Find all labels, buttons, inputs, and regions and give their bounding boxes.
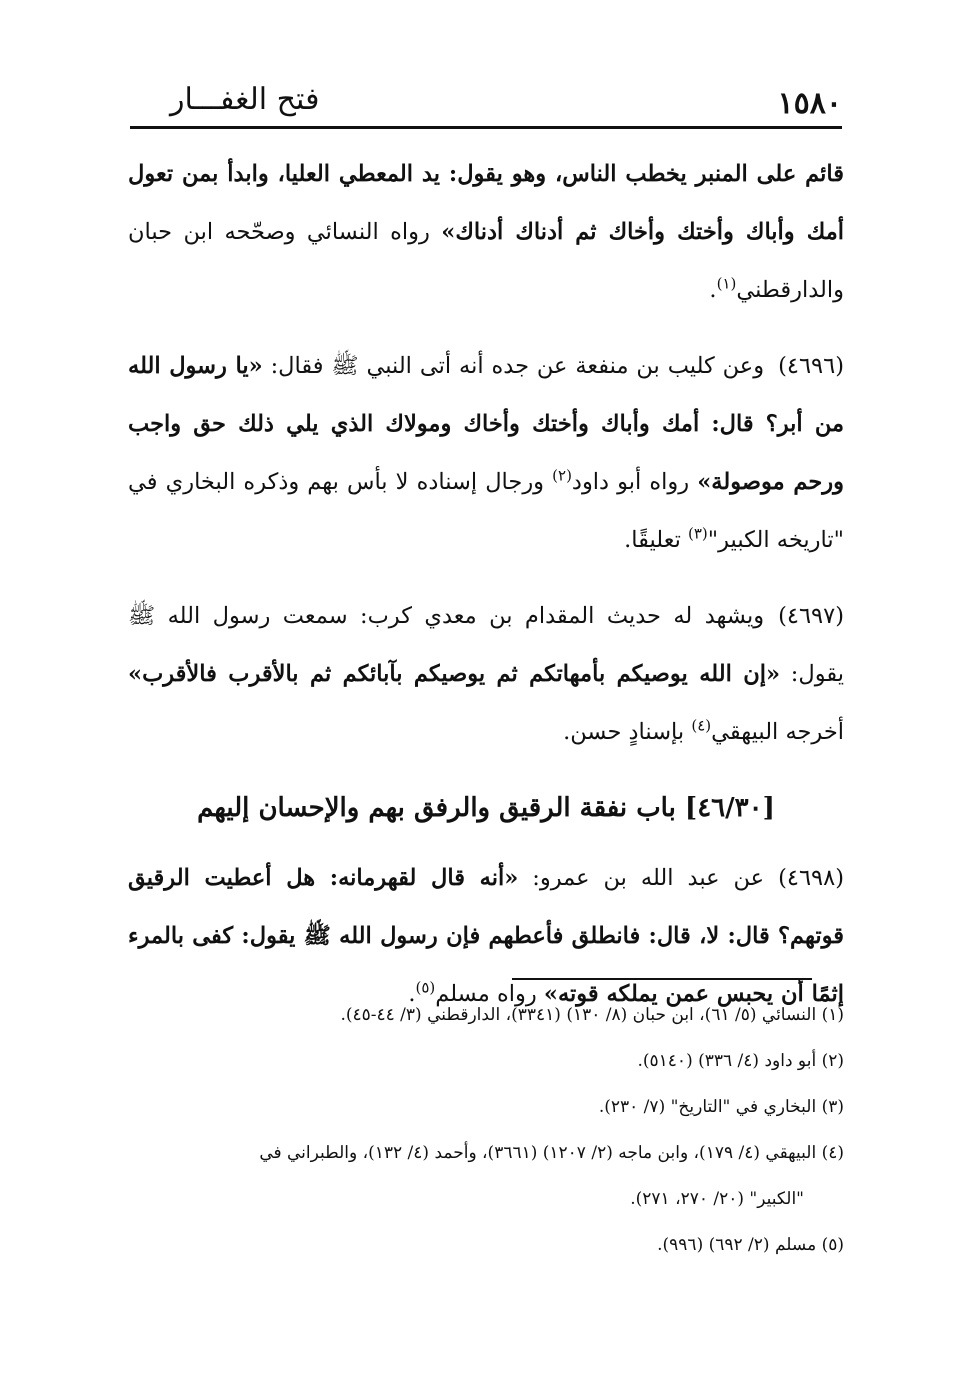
footnote-ref: (٤) [691, 716, 712, 735]
book-title: فتح الغفـــار [170, 82, 320, 117]
footnote-1: (١) النسائي (٥/ ٦١)، ابن حبان (٨/ ١٣٠) (٣٣٤١)، الدارقطني (٣/ ٤٤-٤٥). [340, 1005, 844, 1025]
hadith-text: «أنه قال لقهرمانه: هل أعطيت الرقيق قوتهم؟ قال: لا، قال: فانطلق فأعطهم فإن رسول الله ﷺ يقول: كفى بالمرء إثمًا أن يحبس عمن يملكه قوته» [128, 865, 844, 1007]
footnote-ref: (٣) [688, 524, 708, 543]
paragraph-end: تعليقًا. [624, 527, 688, 553]
footnote-2: (٢) أبو داود (٤/ ٣٣٦) (٥١٤٠). [637, 1051, 844, 1071]
hadith-number: (٤٦٩٦) [778, 353, 844, 379]
footnote-ref: (٢) [552, 466, 572, 485]
footnote-ref: (١) [716, 274, 737, 293]
hadith-number: (٤٦٩٧) [778, 603, 844, 629]
footnote-4-continued: "الكبير" (٢٠/ ٢٧٠، ٢٧١). [630, 1189, 804, 1209]
footnote-ref: (٥) [415, 978, 436, 997]
paragraph-continued [128, 145, 844, 319]
intro-text: ويشهد له حديث المقدام بن معدي كرب: سمعت رسول الله ﷺ يقول: [128, 603, 844, 687]
footnote-separator [512, 978, 812, 980]
narration-text: رواه أبو داود [571, 469, 698, 495]
footnotes [128, 992, 844, 1268]
paragraph-end: . [709, 277, 717, 303]
narration-text-2: ورجال إسناده لا بأس بهم وذكره البخاري في "تاريخه الكبير" [128, 469, 844, 553]
hadith-number: (٤٦٩٨) [778, 865, 844, 891]
paragraph-end: بإسنادٍ حسن. [563, 719, 692, 745]
intro-text: وعن كليب بن منفعة عن جده أنه أتى النبي ﷺ فقال: [262, 353, 765, 379]
narration-text: أخرجه البيهقي [711, 719, 844, 745]
hadith-text: «يا رسول الله من أبر؟ قال: أمك وأباك وأختك وأخاك ومولاك الذي يلي ذلك حق واجب ورحم موصولة» [128, 353, 844, 495]
chapter-heading: [٤٦/٣٠] باب نفقة الرقيق والرفق بهم والإحسان إليهم [197, 793, 775, 823]
narration-text: رواه النسائي وصحّحه ابن حبان والدارقطني [128, 219, 844, 303]
intro-text: عن عبد الله بن عمرو: [518, 865, 765, 891]
paragraph-4697 [128, 587, 844, 761]
paragraph-4696 [128, 337, 844, 569]
page-number: ١٥٨٠ [777, 86, 842, 121]
footnote-3: (٣) البخاري في "التاريخ" (٧/ ٢٣٠). [598, 1097, 844, 1117]
footnote-5: (٥) مسلم (٢/ ٦٩٢) (٩٩٦). [657, 1235, 844, 1255]
hadith-text: قائم على المنبر يخطب الناس، وهو يقول: يد المعطي العليا، وابدأ بمن تعول أمك وأباك وأختك وأخاك ثم أدناك أدناك» [128, 161, 844, 245]
main-text [128, 145, 844, 1041]
narration-text: رواه مسلم [435, 981, 544, 1007]
page-header [130, 78, 842, 128]
header-rule [130, 126, 842, 129]
footnote-4: (٤) البيهقي (٤/ ١٧٩)، وابن ماجه (٢/ ١٢٠٧) (٣٦٦١)، وأحمد (٤/ ١٣٢)، والطبراني في [259, 1143, 844, 1163]
hadith-text: «إن الله يوصيكم بأمهاتكم ثم يوصيكم بآبائكم ثم بالأقرب فالأقرب» [128, 661, 781, 687]
paragraph-end: . [408, 981, 416, 1007]
